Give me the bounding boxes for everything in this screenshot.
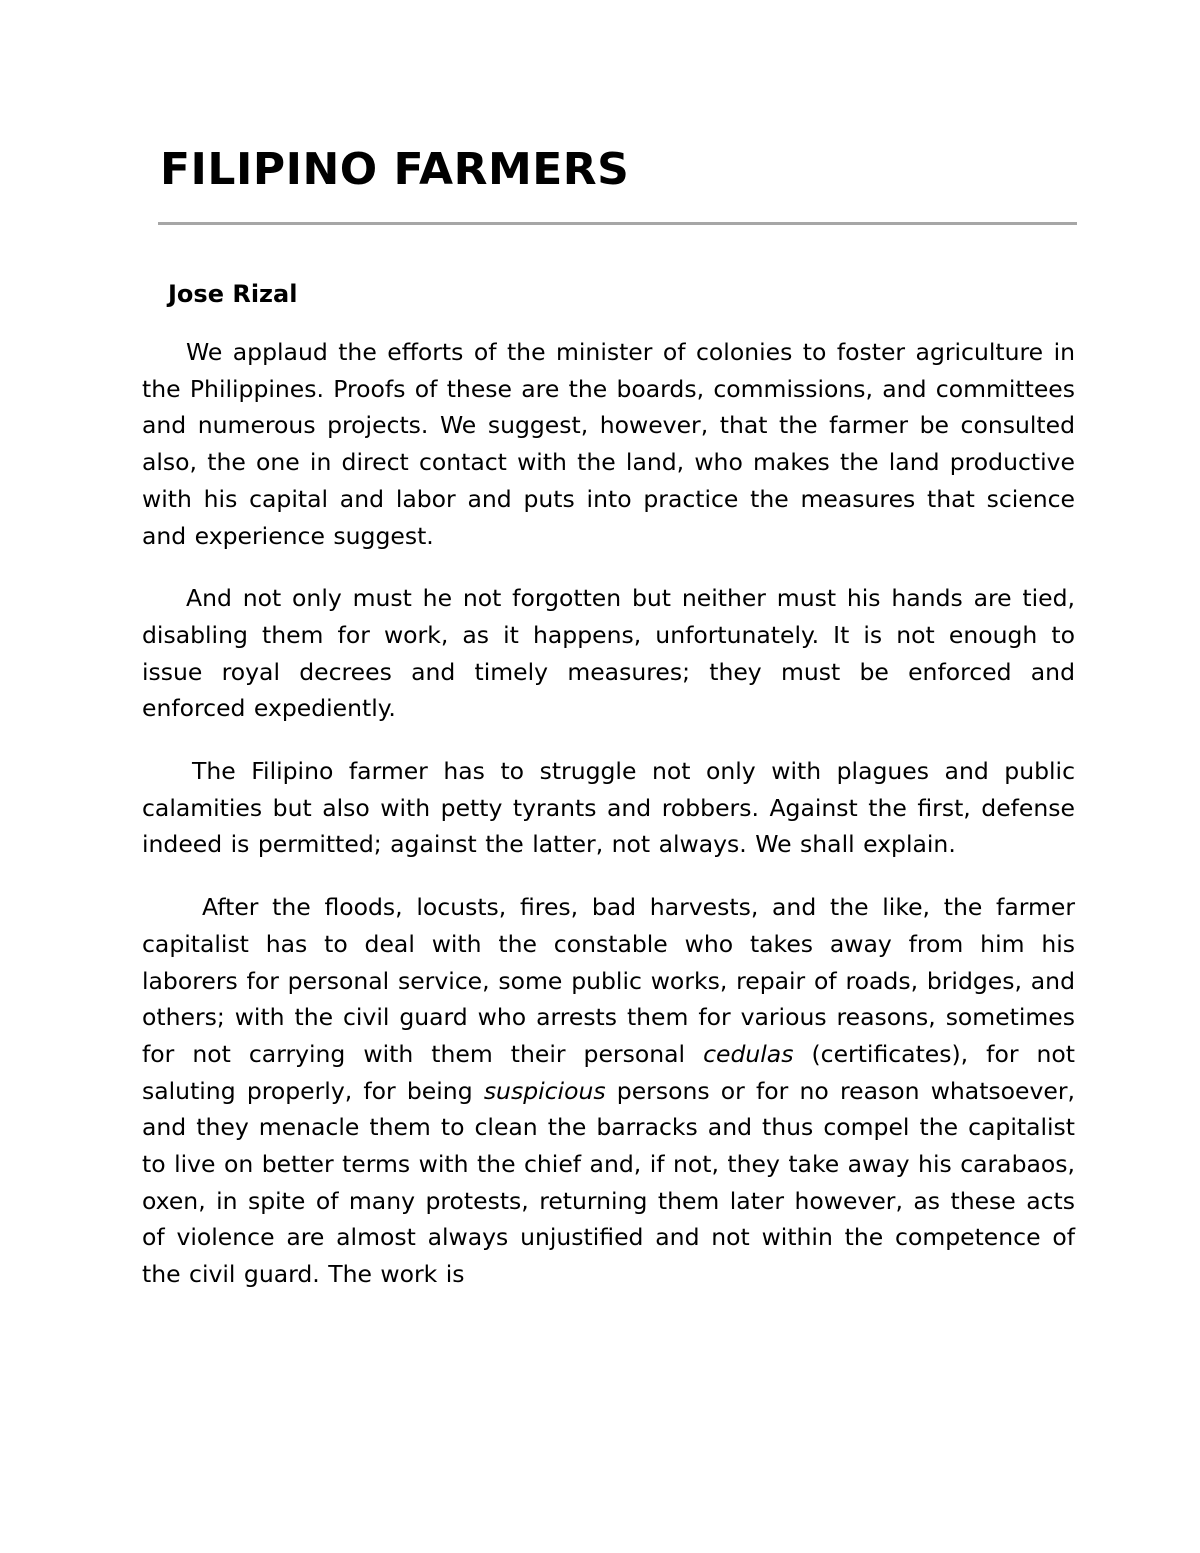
paragraph-4 <box>142 889 1075 1293</box>
author-name: Jose Rizal <box>168 280 298 308</box>
paragraph-1: We applaud the efforts of the minister of colonies to foster agriculture in the Philippines. Proofs of these are the boards, commissions, and committees and numerous projects. We suggest, however, that the farmer be consulted also, the one in direct contact with the land, who makes the land productive with his capital and labor and puts into practice the measures that science and experience suggest. <box>142 338 1075 550</box>
title-divider <box>158 222 1077 225</box>
paragraph-3: The Filipino farmer has to struggle not only with plagues and public calamities but also with petty tyrants and robbers. Against the first, defense indeed is permitted; against the latter, not always. We shall explain. <box>142 757 1075 859</box>
paragraph-2: And not only must he not forgotten but neither must his hands are tied, disabling them for work, as it happens, unfortunately. It is not enough to issue royal decrees and timely measures; they must be enforced and enforced expediently. <box>142 584 1075 723</box>
italic-term-cedulas: cedulas <box>703 1039 794 1068</box>
paragraph-4-segment-2: (certificates), for not saluting properly, for being <box>142 1039 1076 1105</box>
paragraph-4-segment-1: After the floods, locusts, fires, bad harvests, and the like, the farmer capitalist has to deal with the constable who takes away from him his laborers for personal service, some public works, repair of roads, bridges, and others; with the civil guard who arrests them for various reasons, sometimes for not carrying with them their personal <box>142 893 1075 1068</box>
document-body <box>142 334 1075 1319</box>
italic-term-suspicious: suspicious <box>483 1076 606 1105</box>
page-title: FILIPINO FARMERS <box>160 144 630 195</box>
paragraph-4-segment-3: persons or for no reason whatsoever, and they menacle them to clean the barracks and thus compel the capitalist to live on better terms with the chief and, if not, they take away his carabaos, oxen, in spite of many protests, returning them later however, as these acts of violence are almost always unjustified and not within the competence of the civil guard. The work is <box>142 1076 1076 1289</box>
